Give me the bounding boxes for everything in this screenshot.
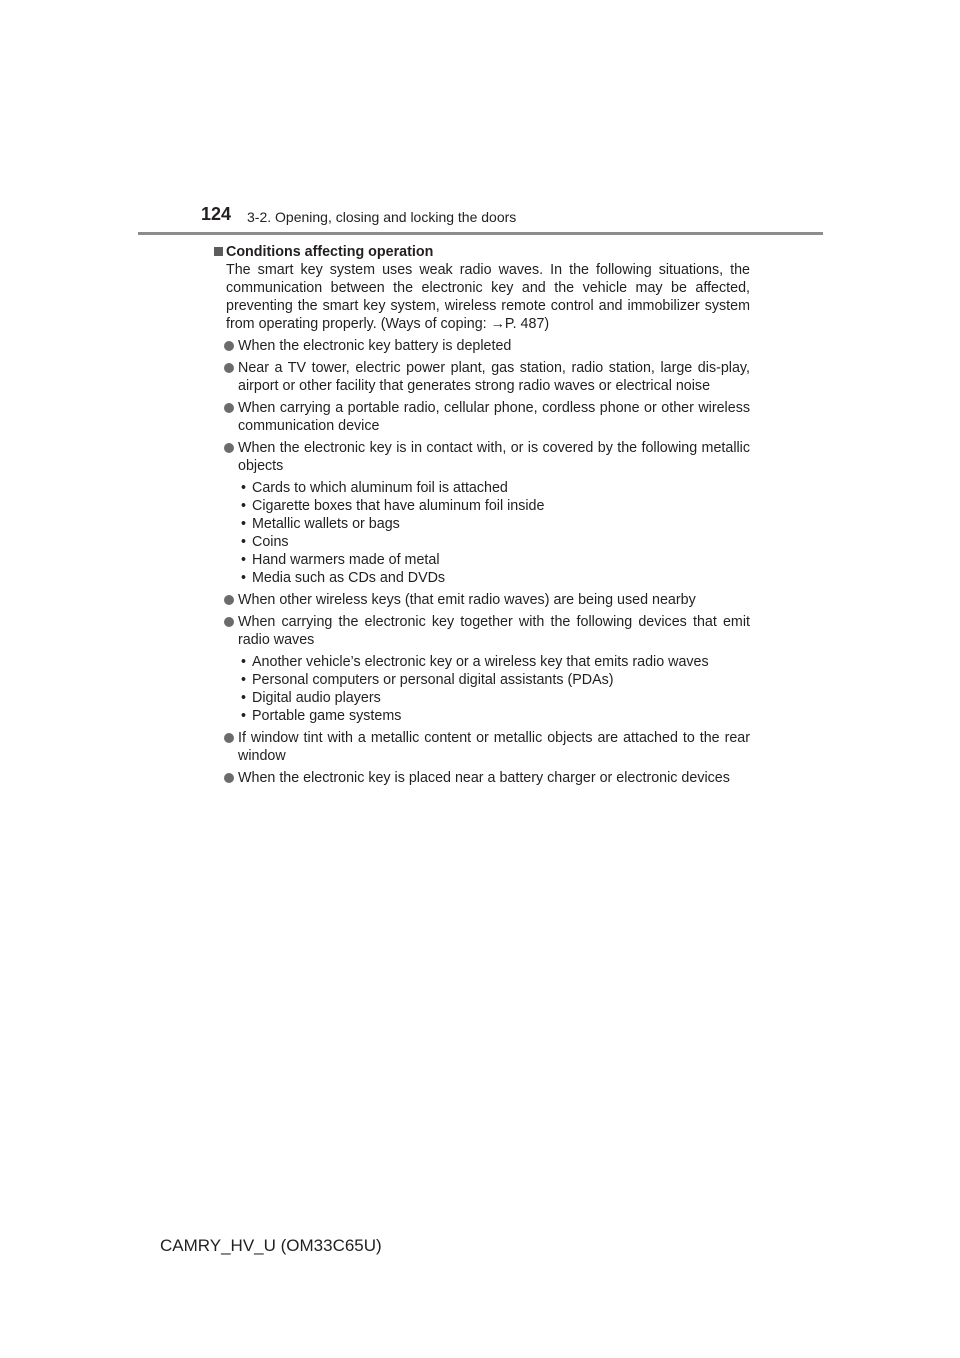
circle-bullet-icon — [224, 341, 234, 351]
section-title: 3-2. Opening, closing and locking the doors — [247, 209, 517, 225]
header-rule — [138, 232, 823, 235]
metallic-objects-list — [238, 479, 750, 587]
list-item-text: If window tint with a metallic content or metallic objects are attached to the rear window — [238, 730, 750, 764]
intro-paragraph: The smart key system uses weak radio waves. In the following situations, the communication between the electronic key and the vehicle may be affected, preventing the smart key system, wireless remote control and immobilizer system from operating properly. (Ways of coping: →P. 487) — [226, 262, 750, 332]
sub-list-item: • Hand warmers made of metal — [241, 552, 440, 568]
circle-bullet-icon — [224, 773, 234, 783]
circle-bullet-icon — [224, 443, 234, 453]
sub-list-item: • Portable game systems — [241, 708, 402, 724]
middle-dot-icon: • — [241, 480, 247, 496]
sub-list-item: • Personal computers or personal digital assistants (PDAs) — [241, 672, 614, 688]
list-item-text: When carrying the electronic key together with the following devices that emit radio waves — [238, 614, 750, 648]
manual-id-footer: CAMRY_HV_U (OM33C65U) — [160, 1236, 382, 1255]
list-item-text: When carrying a portable radio, cellular phone, cordless phone or other wireless communication device — [238, 400, 750, 434]
square-bullet-icon — [214, 247, 223, 256]
circle-bullet-icon — [224, 595, 234, 605]
section-heading-text: Conditions affecting operation — [226, 244, 434, 260]
list-item — [224, 591, 750, 609]
sub-list-item: • Cards to which aluminum foil is attached — [241, 480, 508, 496]
list-item — [224, 359, 750, 395]
circle-bullet-icon — [224, 363, 234, 373]
list-item — [224, 337, 750, 355]
circle-bullet-icon — [224, 733, 234, 743]
list-item-text: When the electronic key battery is depleted — [238, 338, 512, 354]
list-item-text: When other wireless keys (that emit radio waves) are being used nearby — [238, 592, 696, 608]
sub-list-item: • Digital audio players — [241, 690, 381, 706]
list-item-text: When the electronic key is placed near a battery charger or electronic devices — [238, 770, 730, 786]
sub-list-item: • Another vehicle’s electronic key or a wireless key that emits radio waves — [241, 654, 709, 670]
middle-dot-icon: • — [241, 672, 247, 688]
sub-list-item: • Media such as CDs and DVDs — [241, 570, 446, 586]
middle-dot-icon: • — [241, 654, 247, 670]
circle-bullet-icon — [224, 617, 234, 627]
section-heading — [214, 243, 750, 261]
middle-dot-icon: • — [241, 552, 247, 568]
page-number: 124 — [201, 204, 232, 224]
radio-devices-list — [238, 653, 750, 725]
list-item — [224, 769, 750, 787]
middle-dot-icon: • — [241, 516, 247, 532]
sub-list-item: • Metallic wallets or bags — [241, 516, 400, 532]
list-item-text: Near a TV tower, electric power plant, gas station, radio station, large dis-play, airport or other facility that generates strong radio waves or electrical noise — [238, 360, 750, 394]
circle-bullet-icon — [224, 403, 234, 413]
middle-dot-icon: • — [241, 690, 247, 706]
list-item — [224, 399, 750, 435]
sub-list-item: • Cigarette boxes that have aluminum foil inside — [241, 498, 545, 514]
middle-dot-icon: • — [241, 570, 247, 586]
middle-dot-icon: • — [241, 534, 247, 550]
list-item-text: When the electronic key is in contact with, or is covered by the following metallic objects — [238, 440, 750, 474]
list-item — [224, 613, 750, 649]
list-item — [224, 439, 750, 475]
main-content — [214, 243, 750, 787]
middle-dot-icon: • — [241, 708, 247, 724]
sub-list-item: • Coins — [241, 534, 289, 550]
list-item — [224, 729, 750, 765]
middle-dot-icon: • — [241, 498, 247, 514]
